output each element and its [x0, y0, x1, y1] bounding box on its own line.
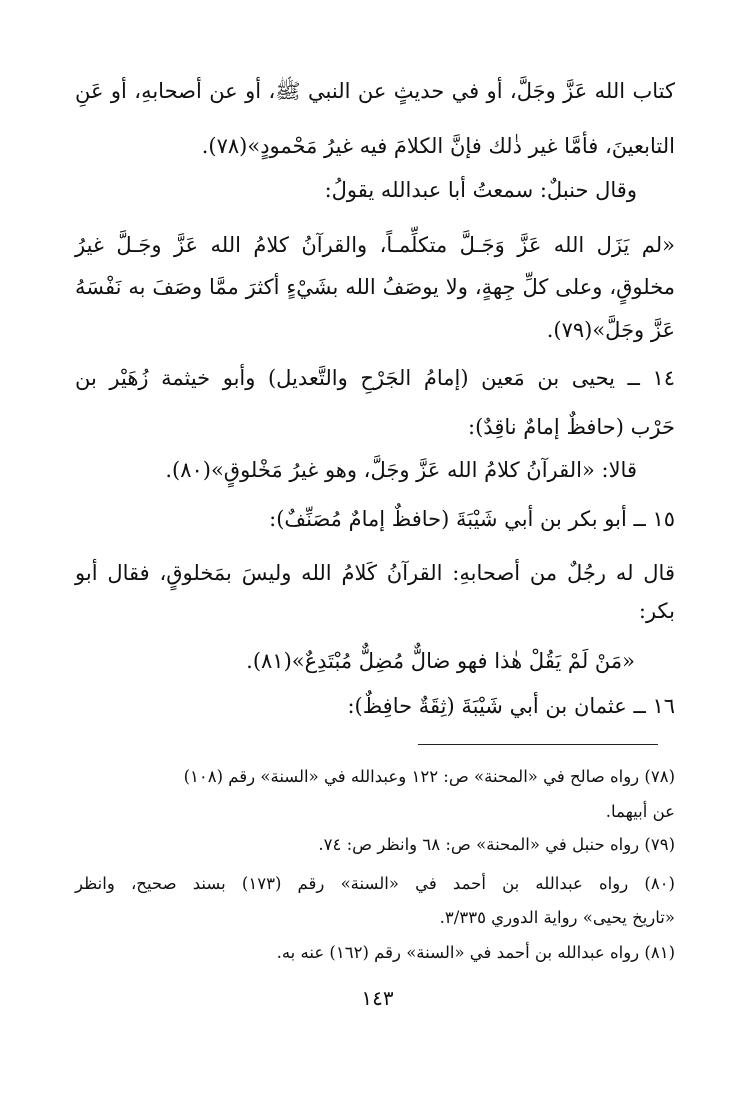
- footnote-78-line-1: (٧٨) رواه صالح في «المحنة» ص: ١٢٢ وعبدالله في «السنة» رقم (١٠٨): [183, 767, 675, 786]
- footnote-78-line-2: عن أبيهما.: [605, 802, 675, 821]
- body-line-13: «مَنْ لَمْ يَقُلْ هٰذا فهو ضالٌّ مُضِلٌّ مُبْتَدِعٌ»(٨١).: [246, 649, 635, 673]
- heading-15: ١٥ ــ أبو بكر بن أبي شَيْبَةَ (حافظٌ إمامٌ مُصَنِّفٌ):: [269, 507, 675, 531]
- body-line-1: كتاب الله عَزَّ وجَلَّ، أو في حديثٍ عن النبي ﷺ، أو عن أصحابهِ، أو عَنِ: [75, 79, 675, 103]
- heading-14-line-1: ١٤ ــ يحيى بن مَعين (إمامُ الجَرْحِ والتَّعديل) وأبو خيثمة زُهَيْر بن: [75, 366, 675, 390]
- body-line-3: وقال حنبلٌ: سمعتُ أبا عبدالله يقولُ:: [324, 178, 637, 202]
- footnote-separator: [418, 744, 658, 745]
- body-line-2: التابعينَ، فأمَّا غير ذٰلك فإنَّ الكلامَ فيه غيرُ مَحْمودٍ»(٧٨).: [201, 134, 675, 158]
- footnote-81: (٨١) رواه عبدالله بن أحمد في «السنة» رقم (١٦٢) عنه به.: [276, 943, 675, 962]
- heading-16: ١٦ ــ عثمان بن أبي شَيْبَةَ (ثِقَةٌ حافِظٌ):: [347, 694, 675, 718]
- footnote-79: (٧٩) رواه حنبل في «المحنة» ص: ٦٨ وانظر ص: ٧٤.: [318, 835, 675, 854]
- heading-14-line-2: حَرْب (حافظٌ إمامٌ ناقِدٌ):: [468, 415, 675, 439]
- footnote-80-line-1: (٨٠) رواه عبدالله بن أحمد في «السنة» رقم (١٧٣) بسند صحيح، وانظر: [75, 874, 675, 893]
- footnote-80-line-2: «تاريخ يحيى» رواية الدوري ٣/٣٣٥.: [439, 908, 675, 927]
- body-line-4: «لم يَزَل الله عَزَّ وَجَـلَّ متكلِّمـاً، والقرآنُ كلامُ الله عَزَّ وجَـلَّ غيرُ: [75, 233, 675, 257]
- body-line-9: قالا: «القرآنُ كلامُ الله عَزَّ وجَلَّ، وهو غيرُ مَخْلوقٍ»(٨٠).: [165, 458, 637, 482]
- page-number: ١٤٣: [361, 986, 394, 1010]
- body-line-12: بكر:: [638, 599, 675, 623]
- body-line-5: مخلوقٍ، وعلى كلِّ جِهةٍ، ولا يوصَفُ الله بشَيْءٍ أكثرَ ممَّا وصَفَ به نَفْسَهُ: [75, 275, 675, 299]
- body-line-11: قال له رجُلٌ من أصحابهِ: القرآنُ كَلامُ الله وليسَ بمَخلوقٍ، فقال أبو: [75, 561, 675, 585]
- body-line-6: عَزَّ وجَلَّ»(٧٩).: [546, 318, 675, 342]
